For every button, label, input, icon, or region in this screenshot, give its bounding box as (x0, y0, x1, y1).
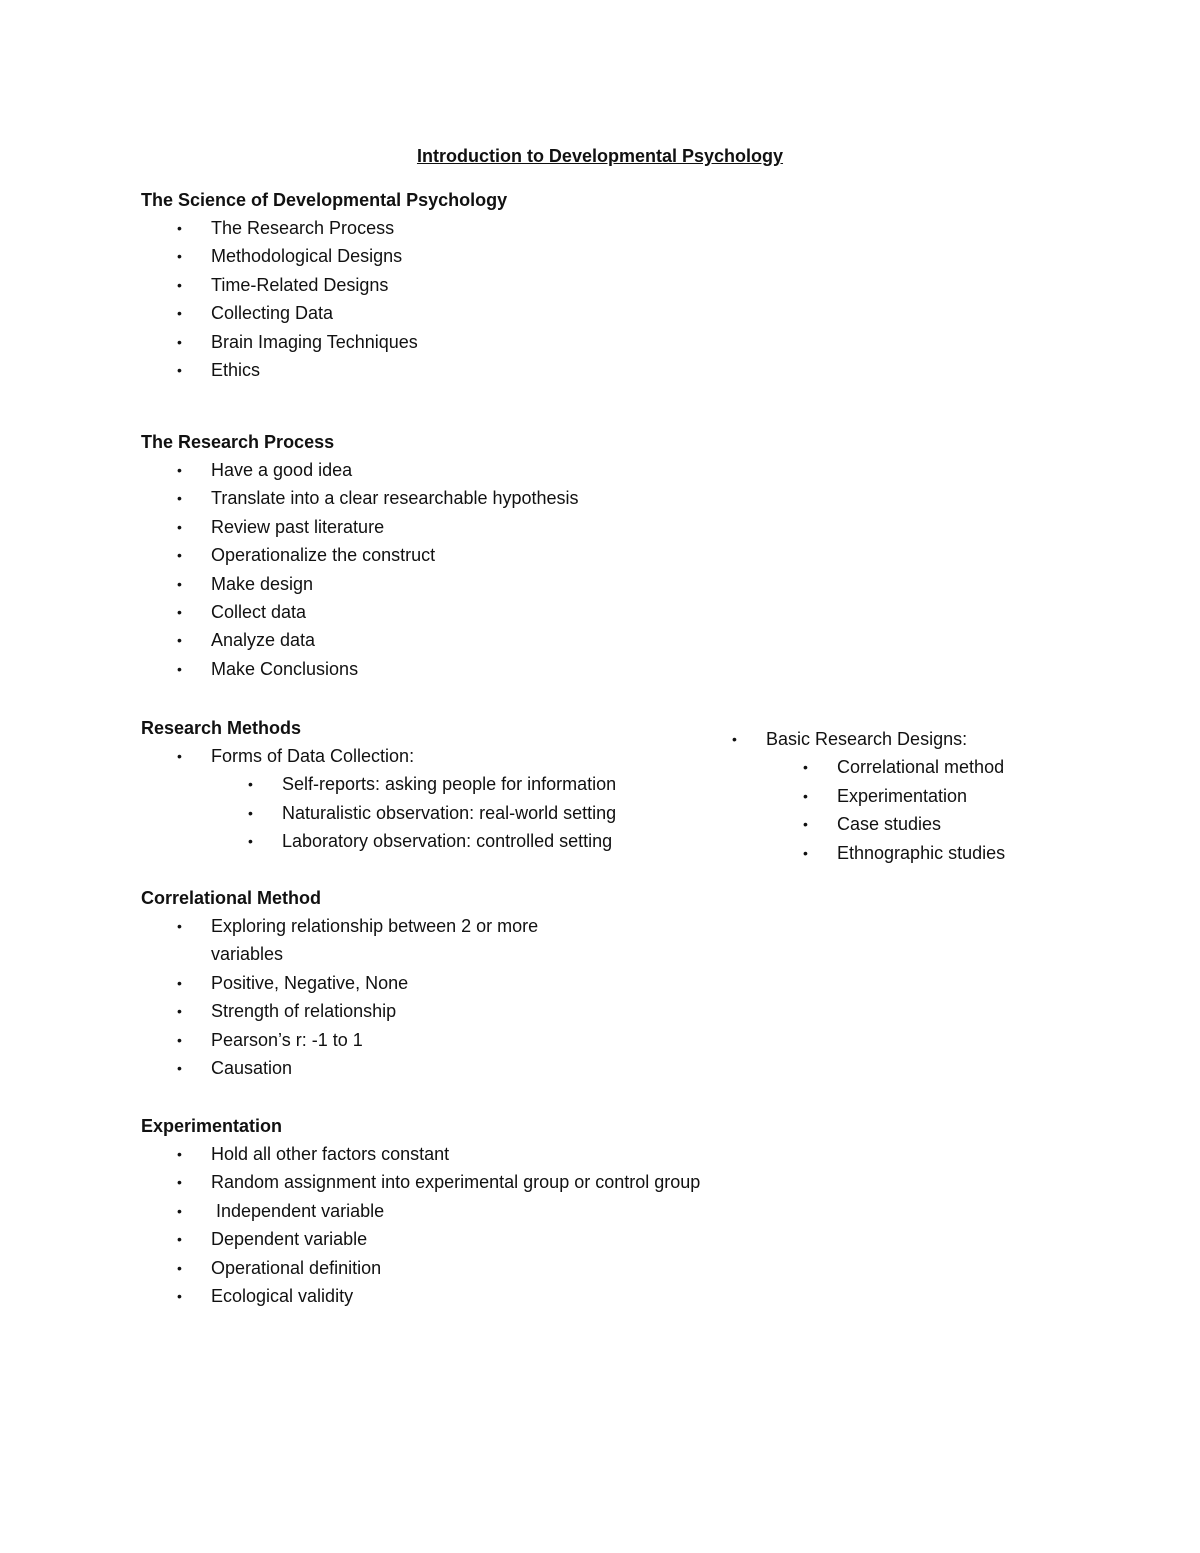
list-item: • Independent variable (141, 1197, 761, 1225)
list-item: • Strength of relationship (141, 997, 761, 1025)
bullet-icon: • (177, 490, 182, 507)
list-item: • Operationalize the construct (141, 541, 761, 569)
bullet-icon: • (177, 1259, 182, 1276)
section-heading: Correlational Method (141, 888, 322, 908)
bullet-icon: • (248, 776, 253, 793)
list-item: • Self-reports: asking people for information (141, 770, 761, 798)
bullet-icon: • (803, 816, 808, 833)
bullet-list (141, 456, 761, 683)
list-item: • Laboratory observation: controlled setting (141, 827, 761, 855)
bullet-icon: • (177, 362, 182, 379)
list-item: • Pearson’s r: -1 to 1 (141, 1026, 761, 1054)
bullet-icon: • (177, 333, 182, 350)
sub-bullet-list (141, 770, 761, 855)
section-heading: The Science of Developmental Psychology (141, 190, 508, 210)
list-item: • Analyze data (141, 626, 761, 654)
sub-bullet-list (696, 753, 1116, 867)
bullet-icon: • (803, 787, 808, 804)
bullet-icon: • (177, 1231, 182, 1248)
bullet-icon: • (177, 1288, 182, 1305)
bullet-icon: • (177, 547, 182, 564)
list-item: • Case studies (696, 810, 1116, 838)
bullet-icon: • (177, 462, 182, 478)
list-item: • Methodological Designs (141, 242, 761, 270)
list-item: • Causation (141, 1054, 761, 1082)
bullet-list (141, 1140, 761, 1310)
section-heading: The Research Process (141, 432, 335, 452)
list-item: • Operational definition (141, 1254, 761, 1282)
list-item: • Exploring relationship between 2 or more variables (141, 912, 761, 969)
bullet-icon: • (248, 804, 253, 821)
bullet-icon: • (177, 1174, 182, 1191)
list-item: • Brain Imaging Techniques (141, 328, 761, 356)
list-item: • Ethics (141, 356, 761, 384)
bullet-icon: • (248, 833, 253, 850)
list-item: • Ecological validity (141, 1282, 761, 1310)
list-item: • Translate into a clear researchable hypothesis (141, 484, 761, 512)
bullet-list (141, 742, 761, 770)
list-item: • Naturalistic observation: real-world setting (141, 799, 761, 827)
list-item: • Make Conclusions (141, 655, 761, 683)
bullet-icon: • (177, 1060, 182, 1077)
bullet-icon: • (177, 1146, 182, 1162)
research-designs-column (696, 725, 1116, 867)
list-item: • Make design (141, 570, 761, 598)
bullet-icon: • (177, 1202, 182, 1219)
list-item: • Positive, Negative, None (141, 969, 761, 997)
section-research-process (141, 428, 761, 683)
bullet-icon: • (177, 604, 182, 621)
bullet-icon: • (177, 276, 182, 293)
section-correlational-method (141, 884, 761, 1082)
list-item: • Collecting Data (141, 299, 761, 327)
bullet-list (141, 912, 761, 1082)
section-science (141, 186, 761, 384)
section-heading: Research Methods (141, 718, 302, 738)
bullet-icon: • (803, 844, 808, 861)
document-title: Introduction to Developmental Psychology (416, 146, 784, 166)
bullet-list (696, 725, 1116, 753)
bullet-icon: • (177, 305, 182, 322)
list-item: • The Research Process (141, 214, 761, 242)
bullet-icon: • (177, 974, 182, 991)
section-experimentation (141, 1112, 761, 1310)
bullet-icon: • (177, 748, 182, 764)
bullet-icon: • (803, 759, 808, 776)
bullet-icon: • (177, 1003, 182, 1020)
bullet-icon: • (177, 248, 182, 265)
list-item: • Experimentation (696, 782, 1116, 810)
bullet-list (141, 214, 761, 384)
bullet-icon: • (177, 918, 182, 934)
bullet-icon: • (177, 220, 182, 236)
bullet-icon: • (177, 660, 182, 677)
list-item: • Time-Related Designs (141, 271, 761, 299)
bullet-icon: • (177, 1031, 182, 1048)
list-item: • Forms of Data Collection: (141, 742, 761, 770)
list-item: • Review past literature (141, 513, 761, 541)
list-item: • Random assignment into experimental group or control group (141, 1168, 761, 1196)
section-heading: Experimentation (141, 1116, 283, 1136)
list-item: • Ethnographic studies (696, 839, 1116, 867)
list-item: • Basic Research Designs: (696, 725, 1116, 753)
bullet-icon: • (177, 575, 182, 592)
section-research-methods (141, 714, 761, 856)
bullet-icon: • (732, 731, 737, 747)
list-item: • Collect data (141, 598, 761, 626)
list-item: • Have a good idea (141, 456, 761, 484)
list-item: • Hold all other factors constant (141, 1140, 761, 1168)
bullet-icon: • (177, 632, 182, 649)
bullet-icon: • (177, 518, 182, 535)
list-item: • Correlational method (696, 753, 1116, 781)
list-item: • Dependent variable (141, 1225, 761, 1253)
